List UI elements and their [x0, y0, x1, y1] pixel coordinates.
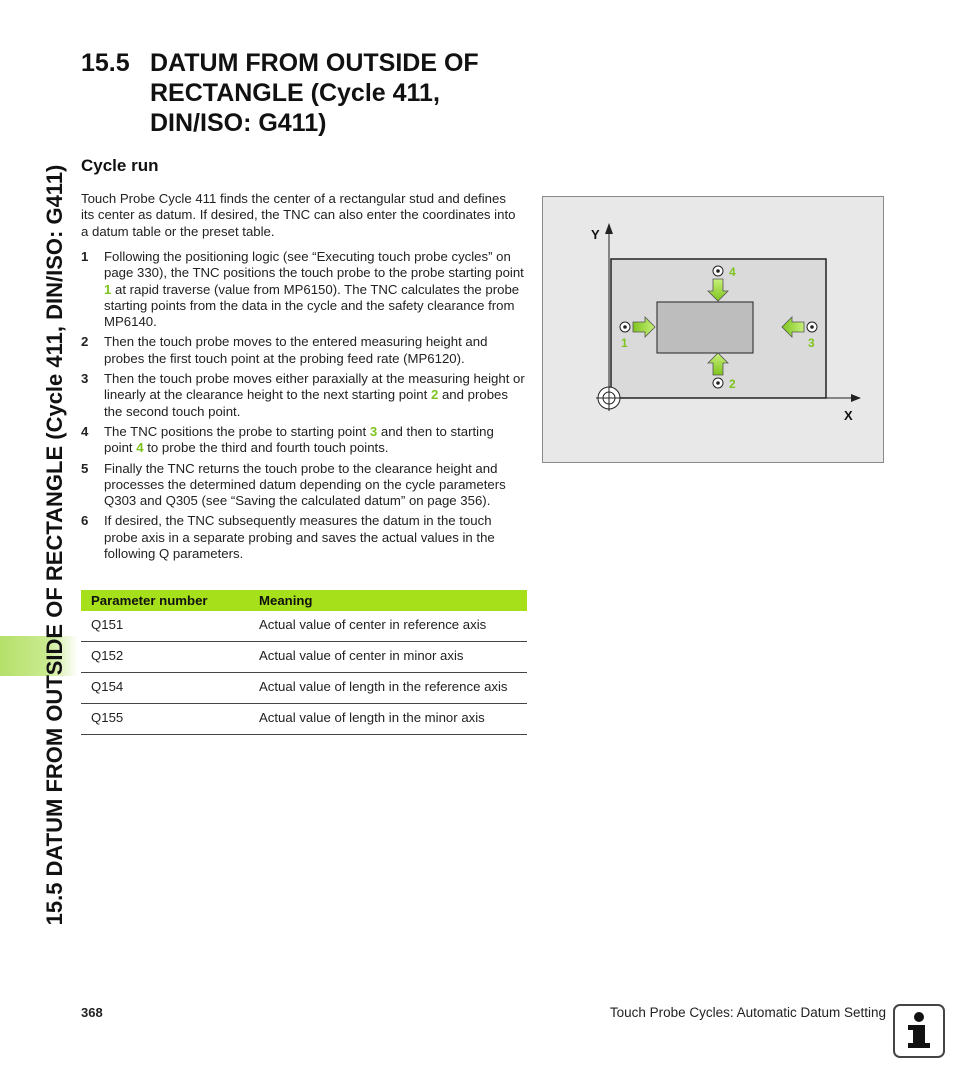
step-text: The TNC positions the probe to starting point [104, 423, 370, 439]
step-text: to probe the third and fourth touch points. [143, 440, 389, 456]
page-number: 368 [81, 1005, 103, 1020]
meaning-cell: Actual value of length in the reference axis [249, 673, 527, 704]
heading-line-3: DIN/ISO: G411) [150, 109, 327, 137]
point-reference: 2 [430, 387, 439, 403]
column-header-parameter: Parameter number [81, 590, 249, 611]
step-text: Following the positioning logic (see “Executing touch probe cycles” on page 330), the TNC positions the touch probe to the probe starting point [104, 249, 524, 281]
table-row [81, 642, 527, 673]
table-row [81, 673, 527, 704]
step-item [81, 371, 526, 420]
section-number: 15.5 [81, 49, 130, 77]
step-number: 5 [81, 460, 89, 476]
step-item [81, 249, 526, 330]
q-parameter-table [81, 590, 527, 735]
step-text: If desired, the TNC subsequently measures the datum in the touch probe axis in a separate probing and saves the actual values in the following Q parameters. [104, 513, 495, 562]
table-row [81, 611, 527, 642]
heading-line-2: RECTANGLE (Cycle 411, [150, 79, 440, 107]
point-label-4: 4 [729, 265, 736, 279]
meaning-cell: Actual value of center in minor axis [249, 642, 527, 673]
meaning-cell: Actual value of length in the minor axis [249, 704, 527, 735]
parameter-cell: Q151 [81, 611, 249, 642]
parameter-cell: Q154 [81, 673, 249, 704]
step-text: and then to starting point [104, 423, 494, 456]
cycle-diagram [542, 196, 884, 463]
point-reference: 1 [104, 281, 112, 297]
step-text: Then the touch probe moves to the entered measuring height and probes the first touch point at the probing feed rate (MP6120). [104, 334, 488, 366]
point-label-3: 3 [808, 336, 815, 350]
point-reference: 4 [136, 440, 144, 456]
step-text: at rapid traverse (value from MP6150). The TNC calculates the probe starting points from the data in the cycle and the safety clearance from MP6140. [104, 281, 520, 330]
step-number: 4 [81, 423, 89, 439]
intro-paragraph: Touch Probe Cycle 411 finds the center of a rectangular stud and defines its center as datum. If desired, the TNC can also enter the coordinates into a datum table or the preset table. [81, 191, 516, 239]
y-axis-arrowhead [605, 223, 613, 234]
x-axis-label: X [844, 408, 853, 423]
parameter-cell: Q152 [81, 642, 249, 673]
parameter-cell: Q155 [81, 704, 249, 735]
point-reference: 3 [369, 423, 378, 439]
step-text: and probes the second touch point. [104, 387, 508, 419]
y-axis-label: Y [591, 227, 600, 242]
footer-chapter-title: Touch Probe Cycles: Automatic Datum Setting [609, 1005, 886, 1020]
table-row [81, 704, 527, 735]
meaning-cell: Actual value of center in reference axis [249, 611, 527, 642]
step-text: Finally the TNC returns the touch probe to the clearance height and processes the determined datum depending on the cycle parameters Q303 and Q305 (see “Saving the calculated datum” on page 356). [104, 460, 506, 509]
step-text: Then the touch probe moves either paraxially at the measuring height or linearly at the clearance height to the next starting point [104, 371, 525, 403]
step-number: 2 [81, 334, 89, 350]
subheading: Cycle run [81, 156, 159, 175]
point-label-2: 2 [729, 377, 736, 391]
rectangular-stud [657, 302, 753, 353]
step-number: 3 [81, 371, 89, 387]
column-header-meaning: Meaning [249, 590, 527, 611]
step-item [81, 513, 526, 562]
step-number: 1 [81, 249, 89, 264]
side-running-title: 15.5 DATUM FROM OUTSIDE OF RECTANGLE (Cycle 411, DIN/ISO: G411) [42, 164, 67, 926]
step-item [81, 424, 526, 457]
x-axis-arrowhead [851, 394, 861, 402]
step-item [81, 461, 526, 510]
step-item [81, 334, 526, 367]
step-number: 6 [81, 513, 89, 529]
point-label-1: 1 [621, 336, 628, 350]
heading-line-1: DATUM FROM OUTSIDE OF [150, 49, 479, 77]
table-header-row [81, 590, 527, 611]
info-icon [893, 1004, 945, 1058]
step-list [81, 249, 526, 566]
cycle-diagram-svg [543, 197, 883, 462]
